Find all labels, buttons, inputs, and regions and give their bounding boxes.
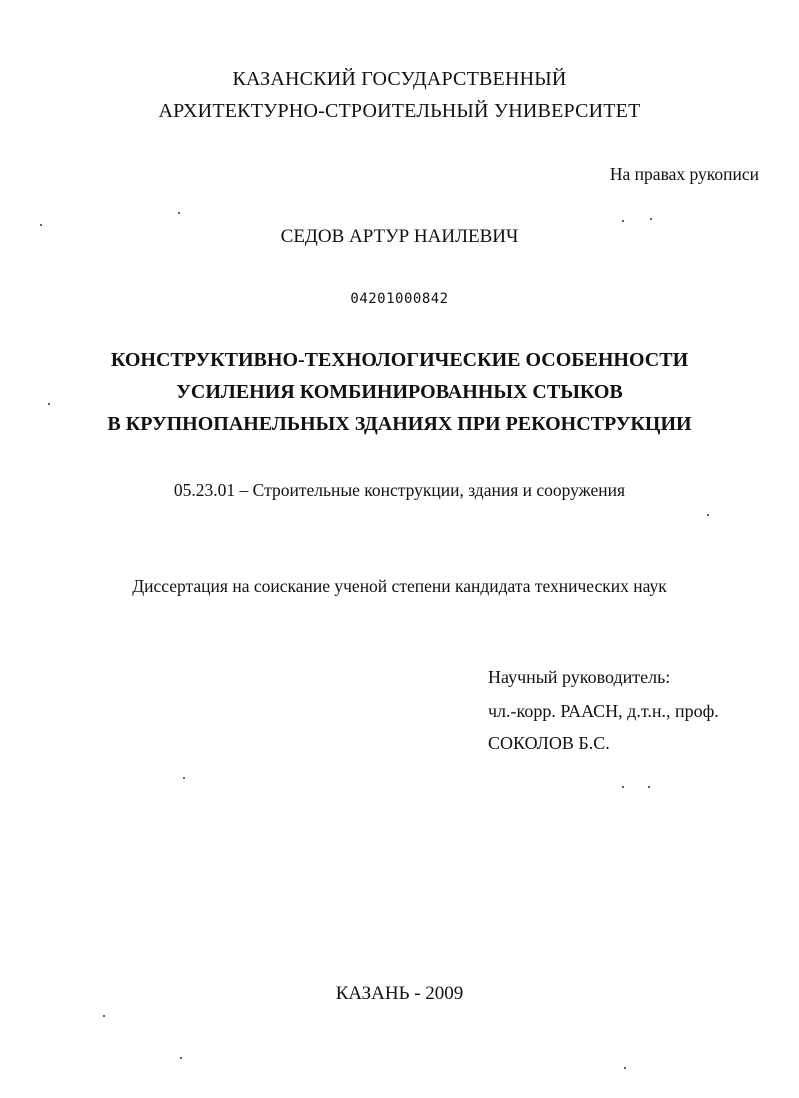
supervisor-label: Научный руководитель: <box>488 667 671 687</box>
dissertation-type: Диссертация на соискание ученой степени кандидата технических наук <box>132 576 667 596</box>
city-and-year: КАЗАНЬ - 2009 <box>335 983 464 1004</box>
scan-speck <box>622 220 624 222</box>
university-name-line1: КАЗАНСКИЙ ГОСУДАРСТВЕННЫЙ <box>232 68 567 90</box>
scan-speck <box>650 218 652 220</box>
author-name: СЕДОВ АРТУР НАИЛЕВИЧ <box>280 226 519 247</box>
supervisor-name: СОКОЛОВ Б.С. <box>488 733 610 753</box>
scan-speck <box>48 403 50 405</box>
scan-speck <box>622 786 624 788</box>
dissertation-title-line3: В КРУПНОПАНЕЛЬНЫХ ЗДАНИЯХ ПРИ РЕКОНСТРУКЦИИ <box>107 413 692 435</box>
scan-speck <box>178 212 180 214</box>
supervisor-position: чл.-корр. РААСН, д.т.н., проф. <box>488 701 719 721</box>
dissertation-title-line1: КОНСТРУКТИВНО-ТЕХНОЛОГИЧЕСКИЕ ОСОБЕННОСТИ <box>110 349 689 371</box>
dissertation-title-line2: УСИЛЕНИЯ КОМБИНИРОВАННЫХ СТЫКОВ <box>176 381 623 403</box>
scan-speck <box>648 786 650 788</box>
university-name-line2: АРХИТЕКТУРНО-СТРОИТЕЛЬНЫЙ УНИВЕРСИТЕТ <box>158 100 641 122</box>
scan-speck <box>180 1057 182 1059</box>
scan-speck <box>624 1067 626 1069</box>
scan-speck <box>40 224 42 226</box>
manuscript-note: На правах рукописи <box>609 164 759 184</box>
registration-number: 04201000842 <box>350 291 449 307</box>
scan-speck <box>103 1015 105 1017</box>
specialty-code: 05.23.01 – Строительные конструкции, здания и сооружения <box>173 480 626 500</box>
scan-speck <box>183 777 185 779</box>
scan-speck <box>707 514 709 516</box>
